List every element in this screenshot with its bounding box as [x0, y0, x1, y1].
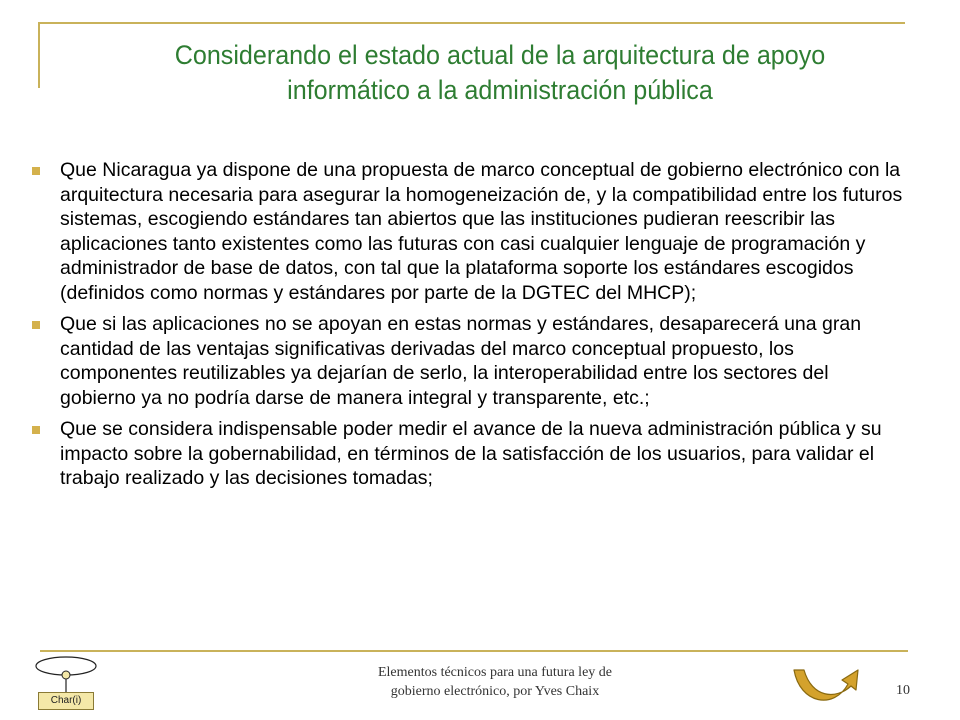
bullet-item [28, 158, 908, 305]
next-arrow-icon[interactable] [790, 664, 862, 714]
char-button[interactable]: Char(i) [38, 692, 94, 710]
bullet-text: Que si las aplicaciones no se apoyan en estas normas y estándares, desaparecerá una gran cantidad de las ventajas significativas derivadas del marco conceptual propuesto, los componentes reutilizables ya dejarían de serlo, la interoperabilidad entre los sectores del gobierno ya no podría darse de manera integral y transparente, etc.; [60, 313, 862, 409]
footer-line-2: gobierno electrónico, por Yves Chaix [390, 684, 600, 699]
bullet-text: Que Nicaragua ya dispone de una propuesta de marco conceptual de gobierno electrónico con la arquitectura necesaria para asegurar la homogeneización de, y la compatibilidad entre los futuros sistemas, escogiendo estándares tan abiertos que las instituciones pudieran reescribir las aplicaciones tanto existentes como las futuras con casi cualquier lenguaje de programación y administrador de base de datos, con tal que la plataforma soporte los estándares escogidos (definidos como normas y estándares por parte de la DGTEC del MHCP); [60, 159, 903, 304]
slide-title [109, 38, 890, 108]
left-rule [38, 22, 40, 88]
bullet-item [28, 417, 908, 491]
slide-title-line-2: informático a la administración pública [287, 75, 713, 105]
square-bullet-icon [32, 167, 40, 175]
page-number: 10 [896, 683, 910, 698]
bullet-list [28, 158, 908, 498]
bullet-item [28, 312, 908, 410]
bullet-text: Que se considera indispensable poder medir el avance de la nueva administración pública y su impacto sobre la gobernabilidad, en términos de la satisfacción de los usuarios, para validar el trabajo realizado y las decisiones tomadas; [60, 418, 882, 489]
bottom-rule [40, 650, 908, 652]
footer-line-1: Elementos técnicos para una futura ley de [377, 665, 612, 680]
top-rule [40, 22, 905, 24]
square-bullet-icon [32, 426, 40, 434]
footer-caption [320, 663, 670, 701]
slide-title-line-1: Considerando el estado actual de la arquitectura de apoyo [174, 40, 826, 70]
square-bullet-icon [32, 321, 40, 329]
loop-diagram-icon [30, 655, 110, 695]
